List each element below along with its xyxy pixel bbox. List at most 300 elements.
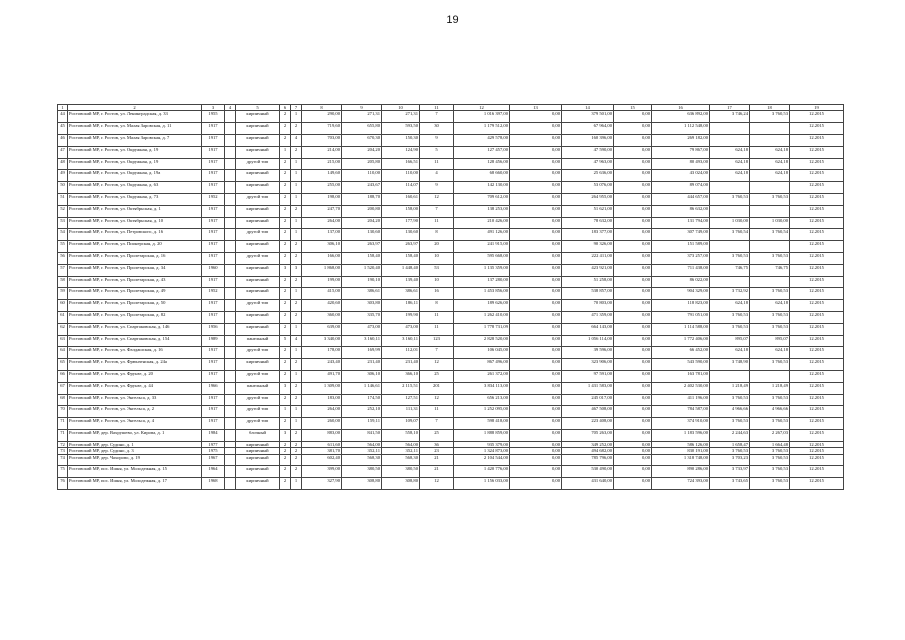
table-cell: 74 (58, 454, 68, 466)
table-cell: 0,00 (510, 406, 562, 418)
table-cell: 1917 (202, 394, 225, 406)
table-cell: 97 591,00 (562, 370, 614, 382)
table-cell: 0,00 (614, 158, 652, 170)
table-cell: 12.2015 (790, 418, 844, 430)
table-cell: 215,00 (302, 158, 342, 170)
table-cell: 201 (420, 382, 454, 394)
table-cell: 624,18 (710, 300, 750, 312)
table-row (58, 123, 844, 135)
table-row (58, 335, 844, 347)
table-cell: 1 (291, 288, 302, 300)
table-cell: 139,40 (382, 276, 420, 288)
table-cell: 1 252 095,00 (454, 406, 510, 418)
table-cell: 2 (280, 454, 291, 466)
table-cell: 12.2015 (790, 406, 844, 418)
table-cell: 7 (420, 205, 454, 217)
table-cell: 636 892,00 (652, 111, 710, 123)
table-cell: 11 (420, 158, 454, 170)
table-cell: 78 632,00 (562, 217, 614, 229)
table-cell: 1917 (202, 146, 225, 158)
table-cell: 705 263,00 (562, 429, 614, 441)
table-cell: 65 (58, 359, 68, 371)
table-cell: 1917 (202, 311, 225, 323)
table-cell: 1917 (202, 170, 225, 182)
table-cell (225, 418, 236, 430)
table-cell: 639,00 (302, 323, 342, 335)
table-cell: 664 143,00 (562, 323, 614, 335)
table-cell: 2 (291, 466, 302, 478)
table-cell: 64 (58, 347, 68, 359)
table-cell: 2 (291, 394, 302, 406)
table-cell: 308,80 (342, 478, 382, 490)
table-cell: 0,00 (614, 229, 652, 241)
address-cell: Ростовский МР, г. Ростов, ул. Фрюнзенская, д. 24а (68, 359, 202, 371)
table-cell: 429 578,00 (454, 135, 510, 147)
table-cell: 380,50 (382, 466, 420, 478)
table-cell (225, 276, 236, 288)
table-cell: 1 (291, 111, 302, 123)
table-row (58, 182, 844, 194)
column-number-16: 16 (652, 105, 710, 111)
column-number-13: 13 (510, 105, 562, 111)
table-cell: 2 828 520,00 (454, 335, 510, 347)
table-cell: кирпичный (236, 276, 280, 288)
table-cell: 90 326,00 (562, 241, 614, 253)
table-cell: 1 056 114,00 (562, 335, 614, 347)
table-cell: 50 (58, 182, 68, 194)
table-cell: 1 030,00 (750, 217, 790, 229)
table-cell: 568,30 (382, 454, 420, 466)
table-cell: 12.2015 (790, 370, 844, 382)
table-cell: 0,00 (510, 241, 562, 253)
table-row (58, 170, 844, 182)
table-cell: 1917 (202, 276, 225, 288)
table-cell: 260,00 (302, 418, 342, 430)
table-cell: 1917 (202, 158, 225, 170)
table-cell: 1952 (202, 193, 225, 205)
table-cell: 62 (58, 323, 68, 335)
table-cell: 0,00 (614, 347, 652, 359)
table-cell: 1 (291, 193, 302, 205)
table-cell: 1917 (202, 406, 225, 418)
table-cell: 61 (58, 311, 68, 323)
table-cell: 12.2015 (790, 229, 844, 241)
table-cell (225, 429, 236, 441)
column-number-1: 1 (58, 105, 68, 111)
table-cell (225, 146, 236, 158)
table-cell: 1 (291, 182, 302, 194)
table-cell (710, 123, 750, 135)
table-cell: 1917 (202, 123, 225, 135)
table-cell: другой тип (236, 370, 280, 382)
table-cell: кирпичный (236, 241, 280, 253)
table-cell: 444 657,00 (652, 193, 710, 205)
table-cell: 137,00 (302, 229, 342, 241)
table-cell: 204,20 (342, 217, 382, 229)
table-row (58, 241, 844, 253)
table-cell: 624,18 (710, 146, 750, 158)
table-row (58, 347, 844, 359)
table-cell: 25 (420, 429, 454, 441)
table-cell: 1 016 397,00 (454, 111, 510, 123)
table-cell: 0,00 (614, 311, 652, 323)
table-cell: 199,90 (382, 311, 420, 323)
table-cell: 0,00 (614, 335, 652, 347)
table-cell: 16 (420, 288, 454, 300)
table-cell: 711 438,00 (652, 264, 710, 276)
table-cell: 467 508,00 (562, 406, 614, 418)
table-cell: 3 (280, 429, 291, 441)
table-cell: 2 104 544,00 (454, 454, 510, 466)
table-cell: 264,00 (302, 217, 342, 229)
table-cell: 1917 (202, 370, 225, 382)
table-cell: 2 402 530,00 (652, 382, 710, 394)
table-cell: 2 (291, 448, 302, 454)
table-cell: 199,00 (302, 276, 342, 288)
table-cell: 8 (420, 300, 454, 312)
table-cell: 624,18 (750, 347, 790, 359)
table-cell: 2 (280, 182, 291, 194)
table-cell: 2 (280, 347, 291, 359)
table-cell: 381,70 (302, 448, 342, 454)
table-cell: 53 (58, 217, 68, 229)
table-cell: 70 (58, 406, 68, 418)
table-cell: 0,00 (614, 370, 652, 382)
table-cell: 183 377,00 (562, 229, 614, 241)
table-cell: 131 794,00 (652, 217, 710, 229)
table-cell: 3 (280, 382, 291, 394)
table-cell: 0,00 (614, 146, 652, 158)
column-number-4: 4 (225, 105, 236, 111)
table-cell: кирпичный (236, 323, 280, 335)
table-cell: 895,07 (710, 335, 750, 347)
table-cell: 166,51 (382, 158, 420, 170)
table-cell: 883,00 (302, 429, 342, 441)
table-cell (225, 406, 236, 418)
table-cell: 791 051,00 (652, 311, 710, 323)
table-cell: 58 (58, 276, 68, 288)
table-cell: кирпичный (236, 466, 280, 478)
table-row (58, 205, 844, 217)
table-cell: 255,00 (302, 182, 342, 194)
table-cell: 1977 (202, 441, 225, 447)
table-cell: 123 (420, 335, 454, 347)
table-cell: 76 (58, 478, 68, 490)
table-cell: 12 (420, 394, 454, 406)
table-cell: 386,61 (342, 288, 382, 300)
table-cell: 1 664,48 (750, 441, 790, 447)
table-cell: 0,00 (510, 311, 562, 323)
address-cell: Ростовский МР, г. Ростов, ул. Окружная, д. 19 (68, 158, 202, 170)
table-cell: 12.2015 (790, 359, 844, 371)
table-cell: 1 318 748,00 (652, 454, 710, 466)
table-cell (225, 359, 236, 371)
table-cell: 0,00 (614, 205, 652, 217)
table-cell: другой тип (236, 394, 280, 406)
table-cell: 45 (58, 123, 68, 135)
table-cell: 746,75 (750, 264, 790, 276)
table-cell (710, 241, 750, 253)
table-cell: кирпичный (236, 205, 280, 217)
table-cell: 142 130,00 (454, 182, 510, 194)
table-cell: кирпичный (236, 135, 280, 147)
table-cell: 360,00 (302, 311, 342, 323)
table-cell: 4 966,66 (710, 406, 750, 418)
table-cell: 7 (420, 347, 454, 359)
table-cell: 3 760,53 (710, 323, 750, 335)
table-cell: 1 183 596,00 (652, 429, 710, 441)
address-cell: Ростовский МР, г. Ростов, ул. Малая Заровская, д. 7 (68, 135, 202, 147)
address-cell: Ростовский МР, г. Ростов, ул. Фрунзе, д. 44 (68, 382, 202, 394)
table-cell: 12.2015 (790, 448, 844, 454)
table-cell: 12.2015 (790, 241, 844, 253)
table-cell: 890 286,00 (652, 466, 710, 478)
table-cell: 830 191,00 (652, 448, 710, 454)
table-cell: 3 760,53 (750, 311, 790, 323)
table-cell: 0,00 (510, 418, 562, 430)
table-cell: панельный (236, 335, 280, 347)
table-cell (225, 193, 236, 205)
table-cell: 160 396,00 (562, 135, 614, 147)
table-cell: 264,00 (302, 406, 342, 418)
table-cell: 3 760,53 (710, 193, 750, 205)
table-cell: 624,18 (750, 170, 790, 182)
table-cell: 204,20 (342, 146, 382, 158)
table-cell: 2 (291, 205, 302, 217)
table-cell: 1968 (202, 478, 225, 490)
table-cell: 12.2015 (790, 441, 844, 447)
table-cell: 138 253,00 (454, 205, 510, 217)
column-number-19: 19 (790, 105, 844, 111)
table-cell: 2 (291, 429, 302, 441)
table-cell: 411 196,00 (652, 394, 710, 406)
table-cell: 0,00 (510, 370, 562, 382)
address-cell: Ростовский МР, г. Ростов, ул. Спартаковская, д. 154 (68, 335, 202, 347)
table-cell: 352,11 (382, 448, 420, 454)
table-cell (710, 276, 750, 288)
table-cell (710, 205, 750, 217)
table-cell: 624,18 (710, 170, 750, 182)
table-cell: 323 906,00 (562, 359, 614, 371)
table-cell: 269 182,00 (652, 135, 710, 147)
table-cell: 2 (280, 276, 291, 288)
table-row (58, 466, 844, 478)
address-cell: Ростовский МР, дер. Судино, д. 3 (68, 448, 202, 454)
table-cell: 3 760,53 (710, 418, 750, 430)
table-cell: 0,00 (510, 448, 562, 454)
table-cell (710, 182, 750, 194)
table-cell: 243,67 (342, 182, 382, 194)
table-cell: 1 (291, 370, 302, 382)
table-cell: 0,00 (614, 193, 652, 205)
table-cell: 247,70 (302, 205, 342, 217)
table-cell: 290,00 (302, 111, 342, 123)
address-cell: Ростовский МР, пос. Ишня, ул. Молодежная, д. 15 (68, 466, 202, 478)
table-cell: 12.2015 (790, 205, 844, 217)
table-cell (225, 158, 236, 170)
table-cell: 1 (291, 170, 302, 182)
table-cell (225, 205, 236, 217)
table-cell: 12.2015 (790, 123, 844, 135)
table-cell: 12.2015 (790, 478, 844, 490)
table-cell: 2 (280, 135, 291, 147)
table-cell: 719,60 (302, 123, 342, 135)
table-cell: 150,30 (382, 135, 420, 147)
table-cell: 110,00 (342, 170, 382, 182)
table-cell: 352,11 (342, 448, 382, 454)
address-cell: Ростовский МР, г. Ростов, ул. Фалдашская, д. 16 (68, 347, 202, 359)
table-cell: 10 (420, 252, 454, 264)
table-cell: 1 (280, 406, 291, 418)
table-row (58, 229, 844, 241)
table-cell: 2 (280, 123, 291, 135)
column-number-17: 17 (710, 105, 750, 111)
table-cell: 53 (420, 264, 454, 276)
table-cell: 0,00 (510, 135, 562, 147)
table-cell: 3 760,53 (750, 323, 790, 335)
table-cell: 380,50 (342, 466, 382, 478)
table-cell: 3 743,65 (710, 478, 750, 490)
table-cell: 3 760,53 (750, 359, 790, 371)
table-cell: 128 456,00 (454, 158, 510, 170)
table-cell: 0,00 (510, 288, 562, 300)
table-cell: 1917 (202, 205, 225, 217)
table-cell: 0,00 (614, 359, 652, 371)
table-cell (225, 217, 236, 229)
table-row (58, 323, 844, 335)
table-cell: 3 760,53 (750, 252, 790, 264)
table-cell: 210 426,00 (454, 217, 510, 229)
table-cell: 0,00 (614, 323, 652, 335)
table-cell: 0,00 (614, 111, 652, 123)
table-cell: 68 (58, 394, 68, 406)
table-cell: 2 (280, 229, 291, 241)
table-cell: 3 834 113,00 (454, 382, 510, 394)
table-row (58, 454, 844, 466)
table-cell (750, 135, 790, 147)
table-cell: 2 (280, 193, 291, 205)
table-cell (225, 478, 236, 490)
table-cell: 39 596,00 (562, 347, 614, 359)
address-cell: Ростовский МР, г. Ростов, ул. Ленинградская, д. 33 (68, 111, 202, 123)
table-cell: 494 682,00 (562, 448, 614, 454)
table-cell: 670,30 (342, 135, 382, 147)
table-cell (225, 300, 236, 312)
table-cell: 190,10 (342, 276, 382, 288)
address-cell: Ростовский МР, г. Ростов, ул. Пролетарская, д. 34 (68, 264, 202, 276)
table-cell: другой тип (236, 158, 280, 170)
table-cell: 60 (58, 300, 68, 312)
table-row (58, 276, 844, 288)
table-cell: 5 (280, 335, 291, 347)
table-cell: 2 (291, 300, 302, 312)
table-cell: другой тип (236, 406, 280, 418)
table-cell: 1 868,00 (302, 264, 342, 276)
column-number-15: 15 (614, 105, 652, 111)
table-cell: 52 (58, 205, 68, 217)
table-cell: 1 (291, 406, 302, 418)
table-cell: 12.2015 (790, 323, 844, 335)
table-cell: 0,00 (510, 335, 562, 347)
column-number-12: 12 (454, 105, 510, 111)
column-number-18: 18 (750, 105, 790, 111)
table-cell: 12.2015 (790, 429, 844, 441)
table-cell: 79 867,00 (652, 146, 710, 158)
table-row (58, 478, 844, 490)
table-cell: 66 (58, 370, 68, 382)
table-cell: 2 (280, 359, 291, 371)
table-cell: 1 146,61 (342, 382, 382, 394)
table-cell: 271,31 (382, 111, 420, 123)
table-cell: 158,00 (382, 205, 420, 217)
table-cell: 2 (280, 370, 291, 382)
table-cell: 0,00 (510, 193, 562, 205)
column-number-10: 10 (382, 105, 420, 111)
table-cell: 1967 (202, 454, 225, 466)
table-cell: 158,40 (382, 252, 420, 264)
table-cell: 59 (58, 288, 68, 300)
table-cell: 2 (280, 311, 291, 323)
table-cell: 4 (291, 335, 302, 347)
table-cell: 43 024,00 (652, 170, 710, 182)
table-cell: 2 (291, 252, 302, 264)
table-cell: 159,11 (342, 418, 382, 430)
address-cell: Ростовский МР, пос. Ишня, ул. Молодежная, д. 17 (68, 478, 202, 490)
table-cell: 2 (280, 441, 291, 447)
table-cell: 3 340,00 (302, 335, 342, 347)
table-cell: 423 921,00 (562, 264, 614, 276)
table-cell: 1984 (202, 429, 225, 441)
table-cell: 2 (280, 323, 291, 335)
address-cell: Ростовский МР, г. Ростов, ул. Энгельса, д. 4 (68, 418, 202, 430)
table-cell: 366,10 (382, 370, 420, 382)
table-row (58, 370, 844, 382)
table-cell: 1917 (202, 418, 225, 430)
table-cell: 471 359,00 (562, 311, 614, 323)
table-cell: 0,00 (510, 478, 562, 490)
table-cell: кирпичный (236, 454, 280, 466)
table-cell: 349 252,00 (562, 441, 614, 447)
address-cell: Ростовский МР, г. Ростов, ул. Октябрьская, д. 10 (68, 217, 202, 229)
table-cell: 306,10 (302, 241, 342, 253)
table-cell: 0,00 (614, 406, 652, 418)
table-cell: 174,50 (342, 394, 382, 406)
table-cell: 2 (280, 170, 291, 182)
table-cell: 12.2015 (790, 193, 844, 205)
table-cell: 624,18 (750, 146, 790, 158)
table-cell: 130,60 (382, 229, 420, 241)
table-cell: 169,99 (342, 347, 382, 359)
table-cell: 2 (280, 300, 291, 312)
table-cell: 538 857,00 (562, 288, 614, 300)
column-number-11: 11 (420, 105, 454, 111)
table-cell: 1917 (202, 135, 225, 147)
table-cell: 1966 (202, 382, 225, 394)
table-cell: 44 (58, 111, 68, 123)
table-cell: 0,00 (614, 418, 652, 430)
table-cell: 2 (280, 448, 291, 454)
table-cell: 3 760,53 (750, 466, 790, 478)
address-cell: Ростовский МР, г. Ростов, ул. Окружная, д. 19 (68, 146, 202, 158)
table-row (58, 359, 844, 371)
table-cell: 3 760,54 (710, 229, 750, 241)
table-cell: 595 668,00 (454, 252, 510, 264)
address-cell: Ростовский МР, г. Ростов, ул. Окружная, д. 63 (68, 182, 202, 194)
table-cell: 7 (420, 418, 454, 430)
table-cell: 166,00 (302, 252, 342, 264)
table-cell: 3 760,53 (750, 288, 790, 300)
table-cell: 1917 (202, 347, 225, 359)
